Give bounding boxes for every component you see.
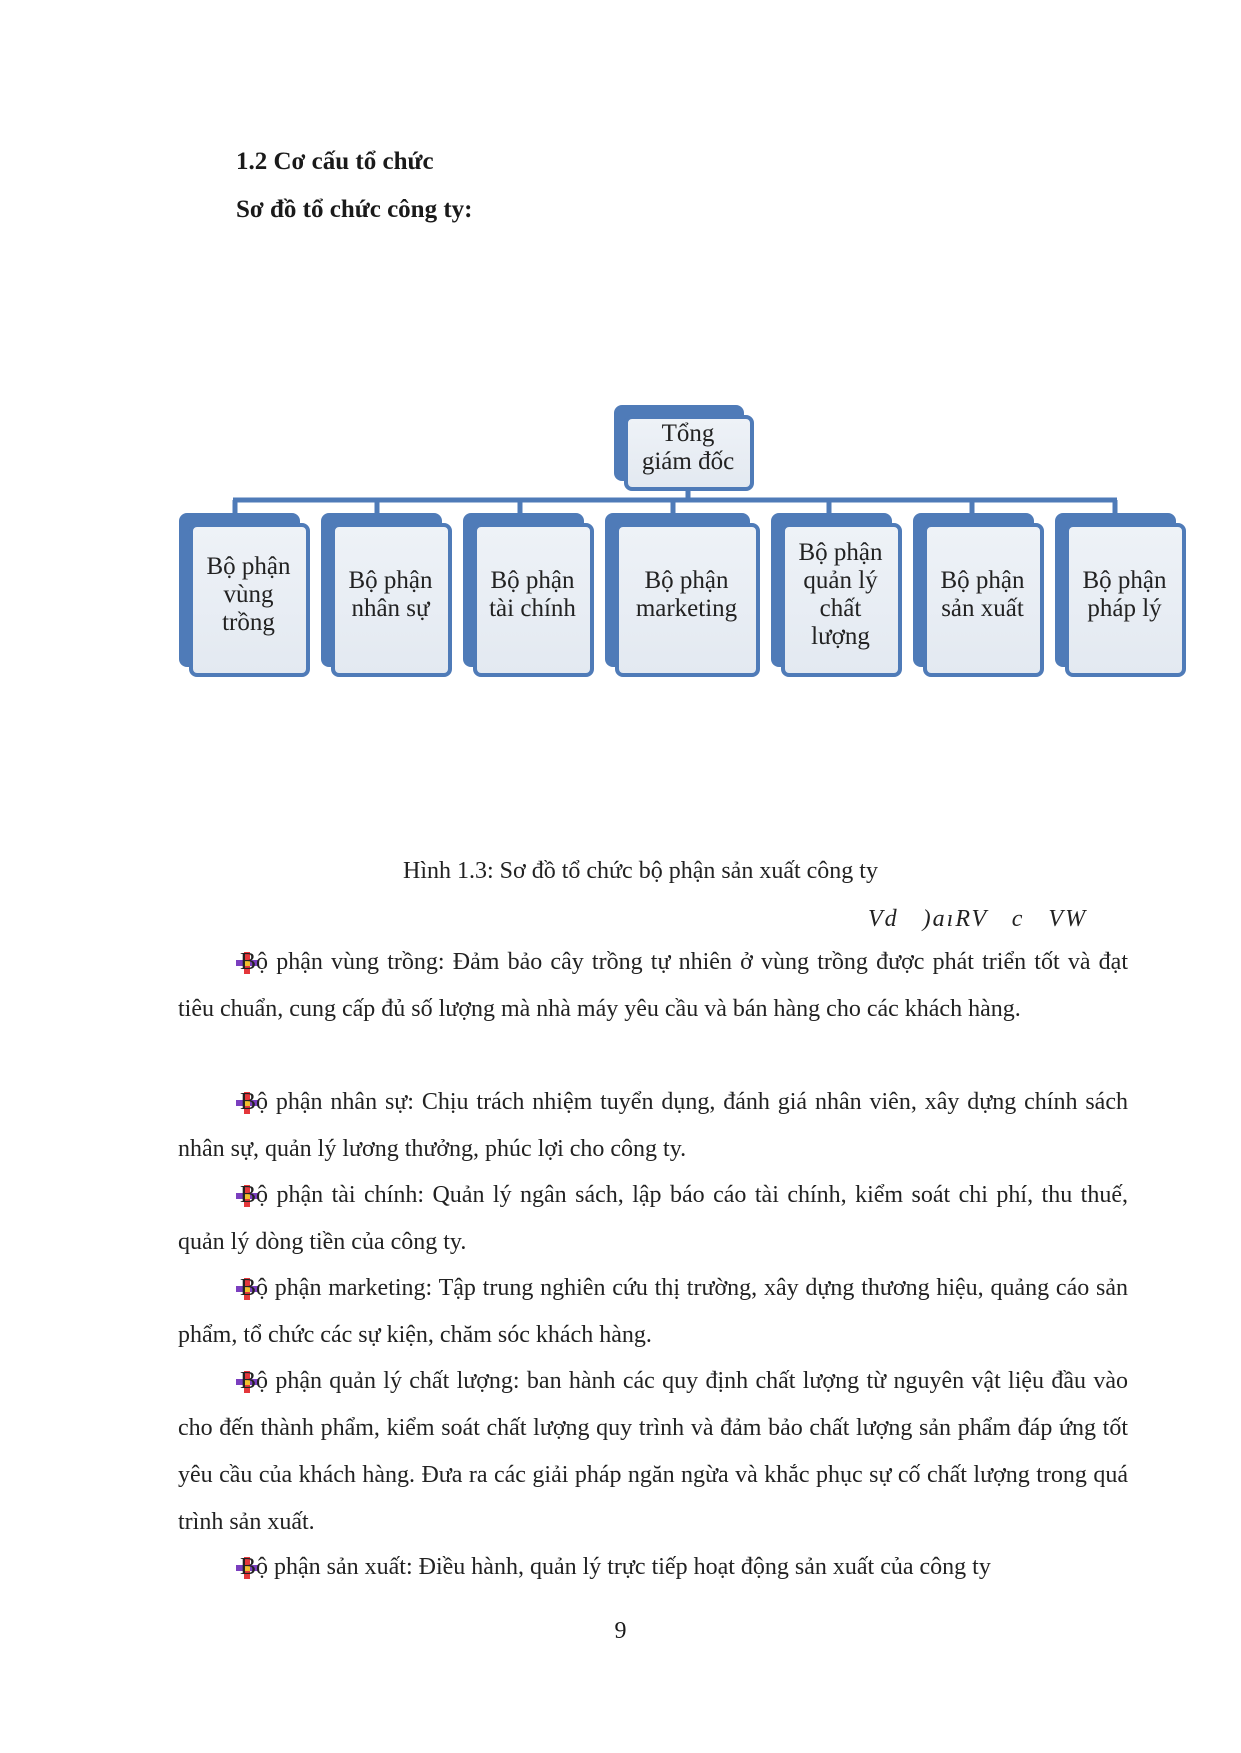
page-number: 9 <box>614 1618 627 1644</box>
org-box-department <box>321 513 452 677</box>
paragraph: Bộ phận quản lý chất lượng: ban hành các quy định chất lượng từ nguyên vật liệu đầu vào cho đến thành phẩm, kiểm soát chất lượng quy trình và đảm bảo chất lượng sản phẩm đáp ứng tốt yêu cầu của khách hàng. Đưa ra các giải pháp ngăn ngừa và khắc phục sự cố chất lượng trong quá trình sản xuất. <box>178 1368 1128 1535</box>
figure-caption: Hình 1.3: Sơ đồ tổ chức bộ phận sản xuất công ty <box>403 858 878 884</box>
org-box-department <box>1055 513 1186 677</box>
org-box-root-label: Tổng giám đốc <box>641 420 735 475</box>
org-box-department-label: Bộ phận vùng trồng <box>206 553 291 636</box>
org-box-department <box>179 513 310 677</box>
org-box-department <box>771 513 902 677</box>
org-box-department <box>605 513 760 677</box>
org-box-department <box>913 513 1044 677</box>
org-box-root <box>614 405 754 491</box>
chart-intro-heading: Sơ đồ tổ chức công ty: <box>236 196 473 223</box>
org-box-department <box>463 513 594 677</box>
org-box-department-label: Bộ phận pháp lý <box>1082 567 1167 622</box>
org-box-department-label: Bộ phận nhân sự <box>348 567 433 622</box>
paragraph: Bộ phận marketing: Tập trung nghiên cứu thị trường, xây dựng thương hiệu, quảng cáo sản phẩm, tổ chức các sự kiện, chăm sóc khách hàng. <box>178 1275 1128 1348</box>
paragraph: Bộ phận nhân sự: Chịu trách nhiệm tuyển dụng, đánh giá nhân viên, xây dựng chính sách nhân sự, quản lý lương thưởng, phúc lợi cho công ty. <box>178 1089 1128 1162</box>
org-box-department-label: Bộ phận tài chính <box>489 567 576 622</box>
paragraph: Bộ phận vùng trồng: Đảm bảo cây trồng tự nhiên ở vùng trồng được phát triển tốt và đạt tiêu chuẩn, cung cấp đủ số lượng mà nhà máy yêu cầu và bán hàng cho các khách hàng. <box>178 949 1128 1022</box>
paragraph: Bộ phận tài chính: Quản lý ngân sách, lập báo cáo tài chính, kiểm soát chi phí, thu thuế, quản lý dòng tiền của công ty. <box>178 1182 1128 1255</box>
section-heading: 1.2 Cơ cấu tổ chức <box>236 148 434 175</box>
garbled-text-line: Vd )aıRV c VW <box>868 906 1088 932</box>
org-box-department-label: Bộ phận quản lý chất lượng <box>798 539 883 650</box>
paragraph: Bộ phận sản xuất: Điều hành, quản lý trực tiếp hoạt động sản xuất của công ty <box>240 1554 991 1580</box>
org-box-department-label: Bộ phận sản xuất <box>940 567 1025 622</box>
org-box-department-label: Bộ phận marketing <box>635 567 738 622</box>
